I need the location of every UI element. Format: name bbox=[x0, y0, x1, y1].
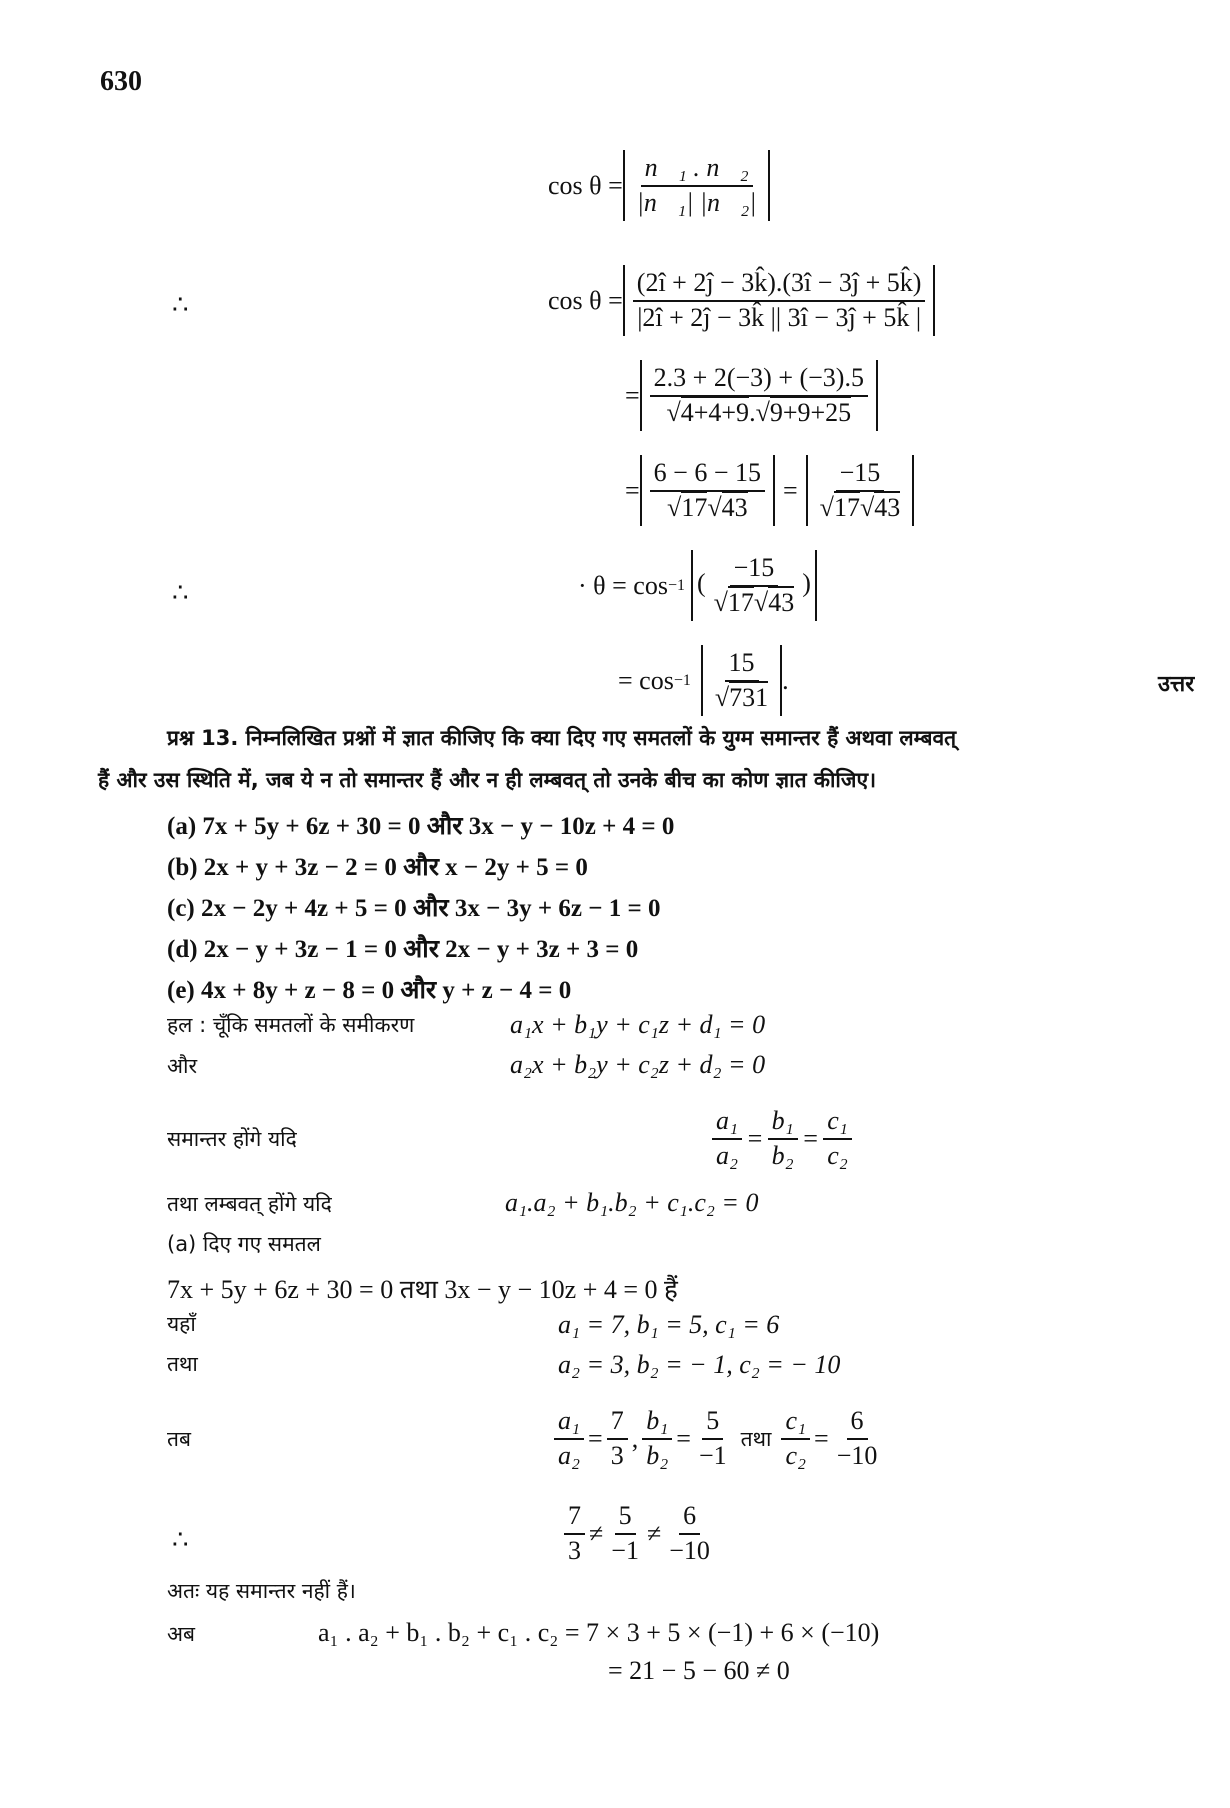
numerator: a₁ bbox=[712, 1105, 742, 1140]
numerator: 7 bbox=[564, 1500, 585, 1535]
equation-cos-theta-definition bbox=[548, 150, 770, 221]
denominator: 3 bbox=[568, 1535, 581, 1565]
radicand: 43 bbox=[721, 492, 748, 522]
numerator: 5 bbox=[615, 1500, 636, 1535]
equals: = bbox=[676, 1423, 691, 1453]
radicand: 4+4+9 bbox=[680, 397, 750, 427]
denominator: a₂ bbox=[716, 1140, 739, 1170]
perpendicular-condition-label: तथा लम्बवत् होंगे यदि bbox=[167, 1192, 332, 1216]
dot: . bbox=[749, 397, 756, 427]
denominator: |n⃗₁| |n⃗₂| bbox=[636, 187, 757, 217]
equals: = bbox=[814, 1423, 829, 1453]
equation-theta: · θ = cos −1 ( $\frac{-15}{√17√43}$ ) bbox=[578, 550, 817, 621]
equation-cos-theta-vectors bbox=[548, 265, 935, 336]
numerator: (2î + 2ĵ − 3k̂).(3î − 3ĵ + 5k̂) bbox=[633, 267, 926, 302]
denominator: −10 bbox=[836, 1440, 878, 1470]
coefficients-plane-1: a₁ = 7, b₁ = 5, c₁ = 6 bbox=[558, 1310, 780, 1339]
therefore-symbol: ∴ bbox=[172, 578, 189, 607]
equals: = bbox=[625, 475, 640, 505]
equals: = bbox=[801, 1123, 820, 1153]
radicand: 9+9+25 bbox=[769, 397, 852, 427]
denominator: a₂ bbox=[558, 1440, 581, 1470]
denominator: c₂ bbox=[827, 1140, 848, 1170]
part-a-planes: 7x + 5y + 6z + 30 = 0 तथा 3x − y − 10z + 4 = 0 हैं bbox=[167, 1275, 678, 1304]
page-number: 630 bbox=[100, 66, 142, 97]
coefficient-ratios bbox=[550, 1405, 885, 1472]
numerator: n⃗₁ . n⃗₂ bbox=[641, 152, 753, 187]
numerator: 2.3 + 2(−3) + (−3).5 bbox=[650, 362, 868, 397]
therefore-symbol: ∴ bbox=[172, 1525, 189, 1554]
denominator: √731 bbox=[714, 682, 769, 712]
inverse-superscript: −1 bbox=[673, 671, 691, 689]
question-part-a: (a) 7x + 5y + 6z + 30 = 0 और 3x − y − 10z + 4 = 0 bbox=[167, 813, 675, 840]
denominator: 3 bbox=[610, 1440, 624, 1470]
denominator: √17√43 bbox=[713, 587, 795, 617]
here-label: यहाँ bbox=[167, 1312, 196, 1336]
ratios-not-equal bbox=[560, 1500, 718, 1567]
plane-equation-2: a₂x + b₂y + c₂z + d₂ = 0 bbox=[510, 1050, 766, 1079]
question-parts bbox=[167, 806, 674, 1011]
denominator: c₂ bbox=[785, 1440, 807, 1470]
radicand: 17 bbox=[727, 587, 754, 617]
denominator: b₂ bbox=[771, 1140, 794, 1170]
numerator: c₁ bbox=[823, 1105, 852, 1140]
period: . bbox=[782, 665, 789, 695]
question-part-e: (e) 4x + 8y + z − 8 = 0 और y + z − 4 = 0 bbox=[167, 977, 572, 1004]
equation-step-3 bbox=[625, 360, 878, 431]
perpendicular-condition: a₁.a₂ + b₁.b₂ + c₁.c₂ = 0 bbox=[505, 1188, 759, 1217]
equals: = bbox=[746, 1123, 764, 1153]
question-line-1: प्रश्न 13. निम्नलिखित प्रश्नों में ज्ञात कीजिए कि क्या दिए गए समतलों के युग्म समान्तर हैं अथवा लम्बवत् bbox=[167, 726, 957, 750]
parallel-condition bbox=[708, 1105, 856, 1172]
numerator: 15 bbox=[725, 647, 759, 682]
eq-lhs: cos θ = bbox=[548, 170, 623, 200]
question-line-2: हैं और उस स्थिति में, जब ये न तो समान्तर हैं और न ही लम्बवत् तो उनके बीच का कोण ज्ञात कीजिए। bbox=[98, 768, 877, 792]
denominator: −1 bbox=[611, 1535, 639, 1565]
eq-lhs: cos θ = bbox=[548, 285, 623, 315]
comma: , bbox=[631, 1423, 639, 1453]
denominator: |2î + 2ĵ − 3k̂ || 3î − 3ĵ + 5k̂ | bbox=[637, 302, 922, 332]
equation-final-answer bbox=[618, 645, 789, 716]
and-label: और bbox=[167, 1054, 198, 1078]
numerator: b₁ bbox=[768, 1105, 798, 1140]
denominator: √4+4+9.√9+9+25 bbox=[666, 397, 852, 427]
answer-label: उत्तर bbox=[1158, 672, 1195, 697]
denominator: √17√43 bbox=[667, 492, 748, 522]
numerator: 7 bbox=[607, 1405, 628, 1440]
parallel-condition-label: समान्तर होंगे यदि bbox=[167, 1127, 297, 1151]
numerator: 6 bbox=[847, 1405, 868, 1440]
radicand: 43 bbox=[874, 492, 901, 522]
numerator: 6 − 6 − 15 bbox=[650, 457, 765, 492]
then-label: तब bbox=[167, 1427, 191, 1451]
eq-lhs: = cos bbox=[618, 665, 674, 695]
radicand: 17 bbox=[681, 492, 708, 522]
therefore-symbol: ∴ bbox=[172, 290, 189, 319]
plane-equation-1: a₁x + b₁y + c₁z + d₁ = 0 bbox=[510, 1010, 766, 1039]
not-equal: ≠ bbox=[646, 1518, 662, 1548]
radicand: 731 bbox=[729, 682, 769, 712]
numerator: b₁ bbox=[642, 1405, 672, 1440]
denominator: −1 bbox=[698, 1440, 727, 1470]
numerator: a₁ bbox=[554, 1405, 584, 1440]
dot-product-expression: a₁ . a₂ + b₁ . b₂ + c₁ . c₂ = 7 × 3 + 5 × (−1) + 6 × (−10) bbox=[318, 1618, 880, 1647]
now-label: अब bbox=[167, 1622, 196, 1646]
radicand: 43 bbox=[768, 587, 795, 617]
denominator: b₂ bbox=[646, 1440, 669, 1470]
numerator: c₁ bbox=[781, 1405, 810, 1440]
numerator: 6 bbox=[679, 1500, 700, 1535]
eq-lhs: · θ = cos bbox=[578, 570, 668, 600]
numerator: −15 bbox=[730, 552, 779, 587]
question-part-d: (d) 2x − y + 3z − 1 = 0 और 2x − y + 3z + 3 = 0 bbox=[167, 936, 639, 963]
coefficients-plane-2: a₂ = 3, b₂ = − 1, c₂ = − 10 bbox=[558, 1350, 841, 1379]
not-parallel-conclusion: अतः यह समान्तर नहीं हैं। bbox=[167, 1579, 356, 1603]
part-a-heading: (a) दिए गए समतल bbox=[167, 1232, 321, 1256]
denominator: √17√43 bbox=[819, 492, 901, 522]
solution-intro: हल : चूँकि समतलों के समीकरण bbox=[167, 1013, 415, 1037]
equals: = bbox=[625, 380, 640, 410]
equals: = bbox=[783, 475, 798, 505]
and-word: तथा bbox=[740, 1426, 772, 1451]
question-part-c: (c) 2x − 2y + 4z + 5 = 0 और 3x − 3y + 6z − 1 = 0 bbox=[167, 895, 661, 922]
equals: = bbox=[588, 1423, 603, 1453]
numerator: −15 bbox=[836, 457, 885, 492]
numerator: 5 bbox=[702, 1405, 723, 1440]
inverse-superscript: −1 bbox=[667, 576, 685, 594]
not-equal: ≠ bbox=[589, 1518, 604, 1548]
question-part-b: (b) 2x + y + 3z − 2 = 0 और x − 2y + 5 = 0 bbox=[167, 854, 588, 881]
and-label-2: तथा bbox=[167, 1352, 198, 1376]
denominator: −10 bbox=[669, 1535, 710, 1565]
radicand: 17 bbox=[833, 492, 860, 522]
equation-step-4 bbox=[625, 455, 914, 526]
dot-product-result: = 21 − 5 − 60 ≠ 0 bbox=[608, 1656, 790, 1685]
